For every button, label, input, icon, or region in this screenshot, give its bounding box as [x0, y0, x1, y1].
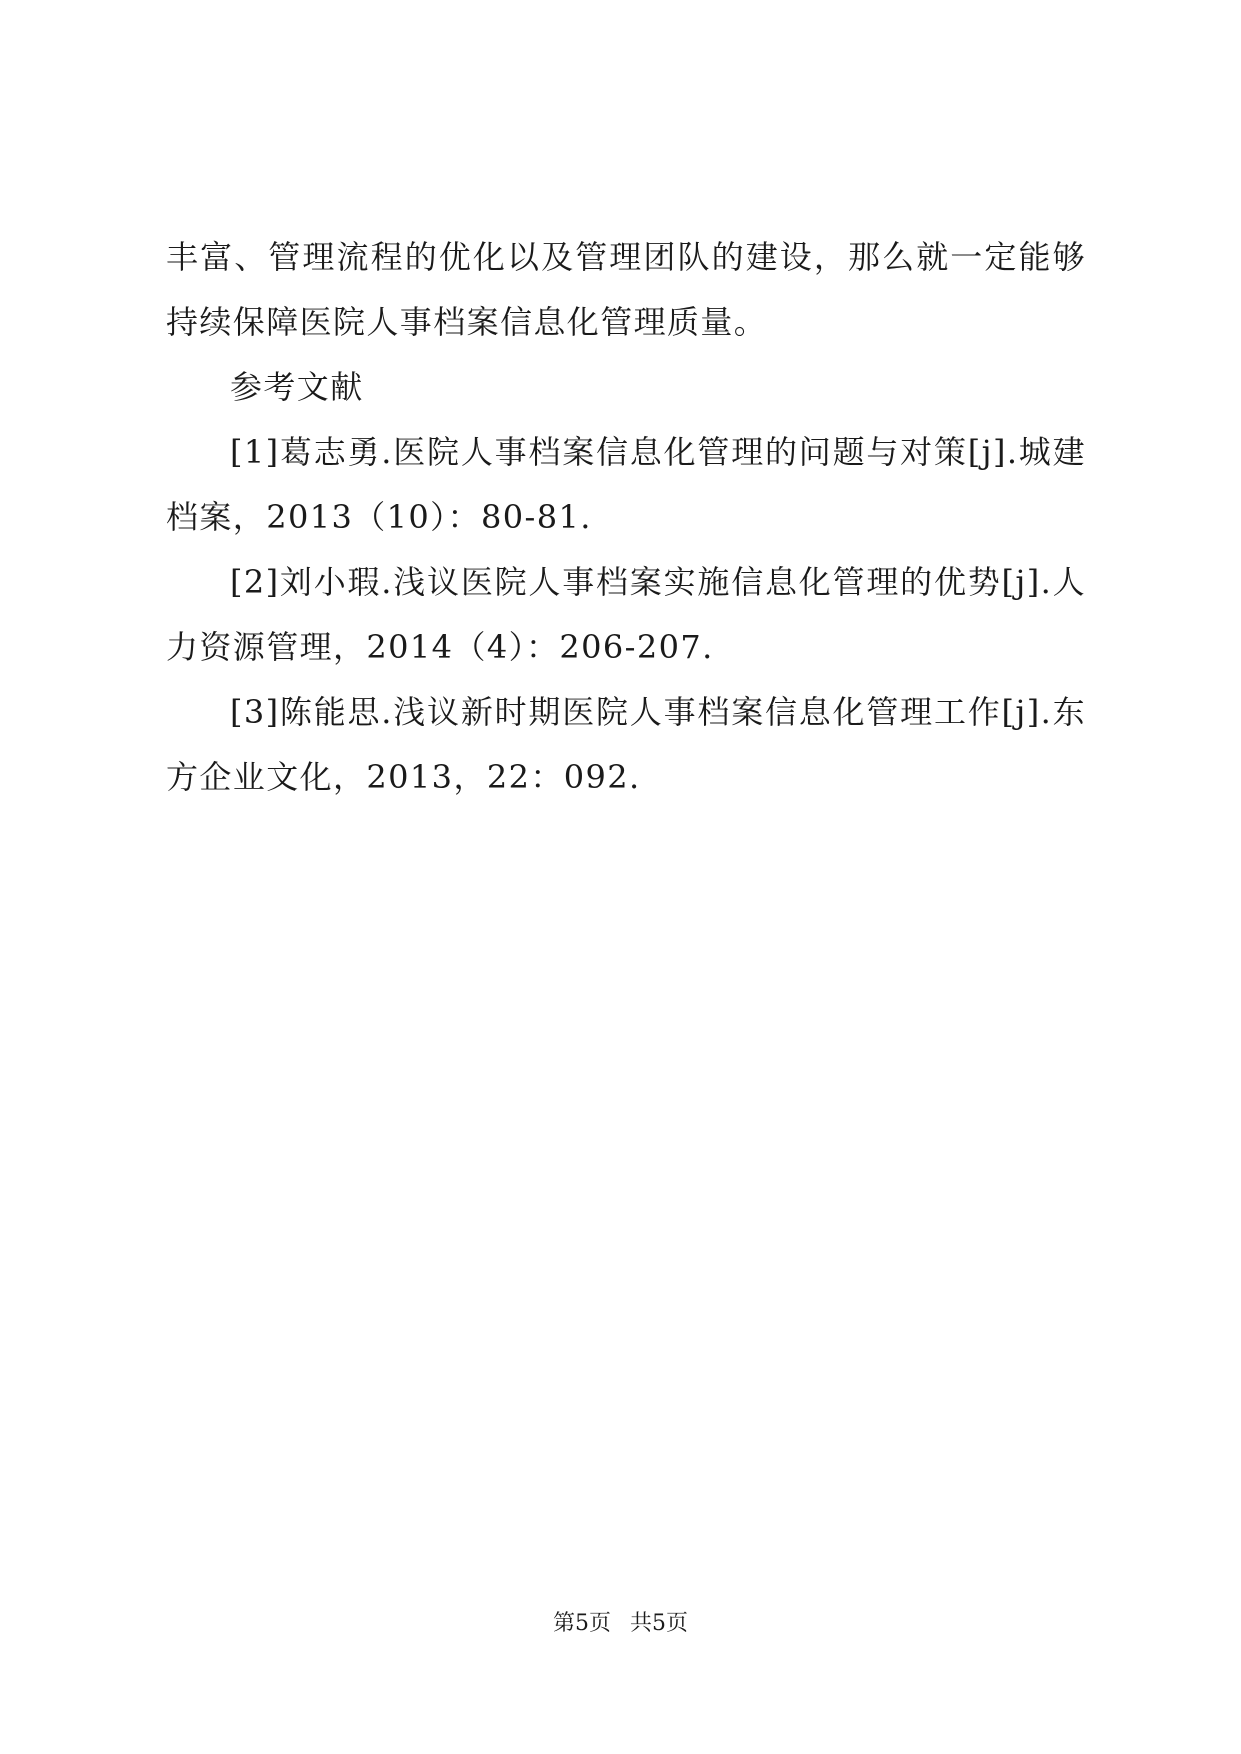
page-number: 第5页	[553, 1611, 611, 1636]
page-total: 共5页	[630, 1611, 688, 1636]
reference-item-3: [3]陈能思.浅议新时期医院人事档案信息化管理工作[j].东方企业文化，2013，22：092.	[166, 693, 1086, 796]
page-footer	[0, 1606, 1241, 1637]
references-heading: 参考文献	[230, 368, 364, 406]
reference-item-1: [1]葛志勇.医院人事档案信息化管理的问题与对策[j].城建档案，2013（10）：80-81.	[166, 433, 1086, 536]
reference-item-2: [2]刘小瑕.浅议医院人事档案实施信息化管理的优势[j].人力资源管理，2014（4）：206-207.	[166, 563, 1086, 666]
body-text	[166, 225, 1086, 810]
paragraph-conclusion: 丰富、管理流程的优化以及管理团队的建设，那么就一定能够持续保障医院人事档案信息化管理质量。	[166, 238, 1086, 341]
